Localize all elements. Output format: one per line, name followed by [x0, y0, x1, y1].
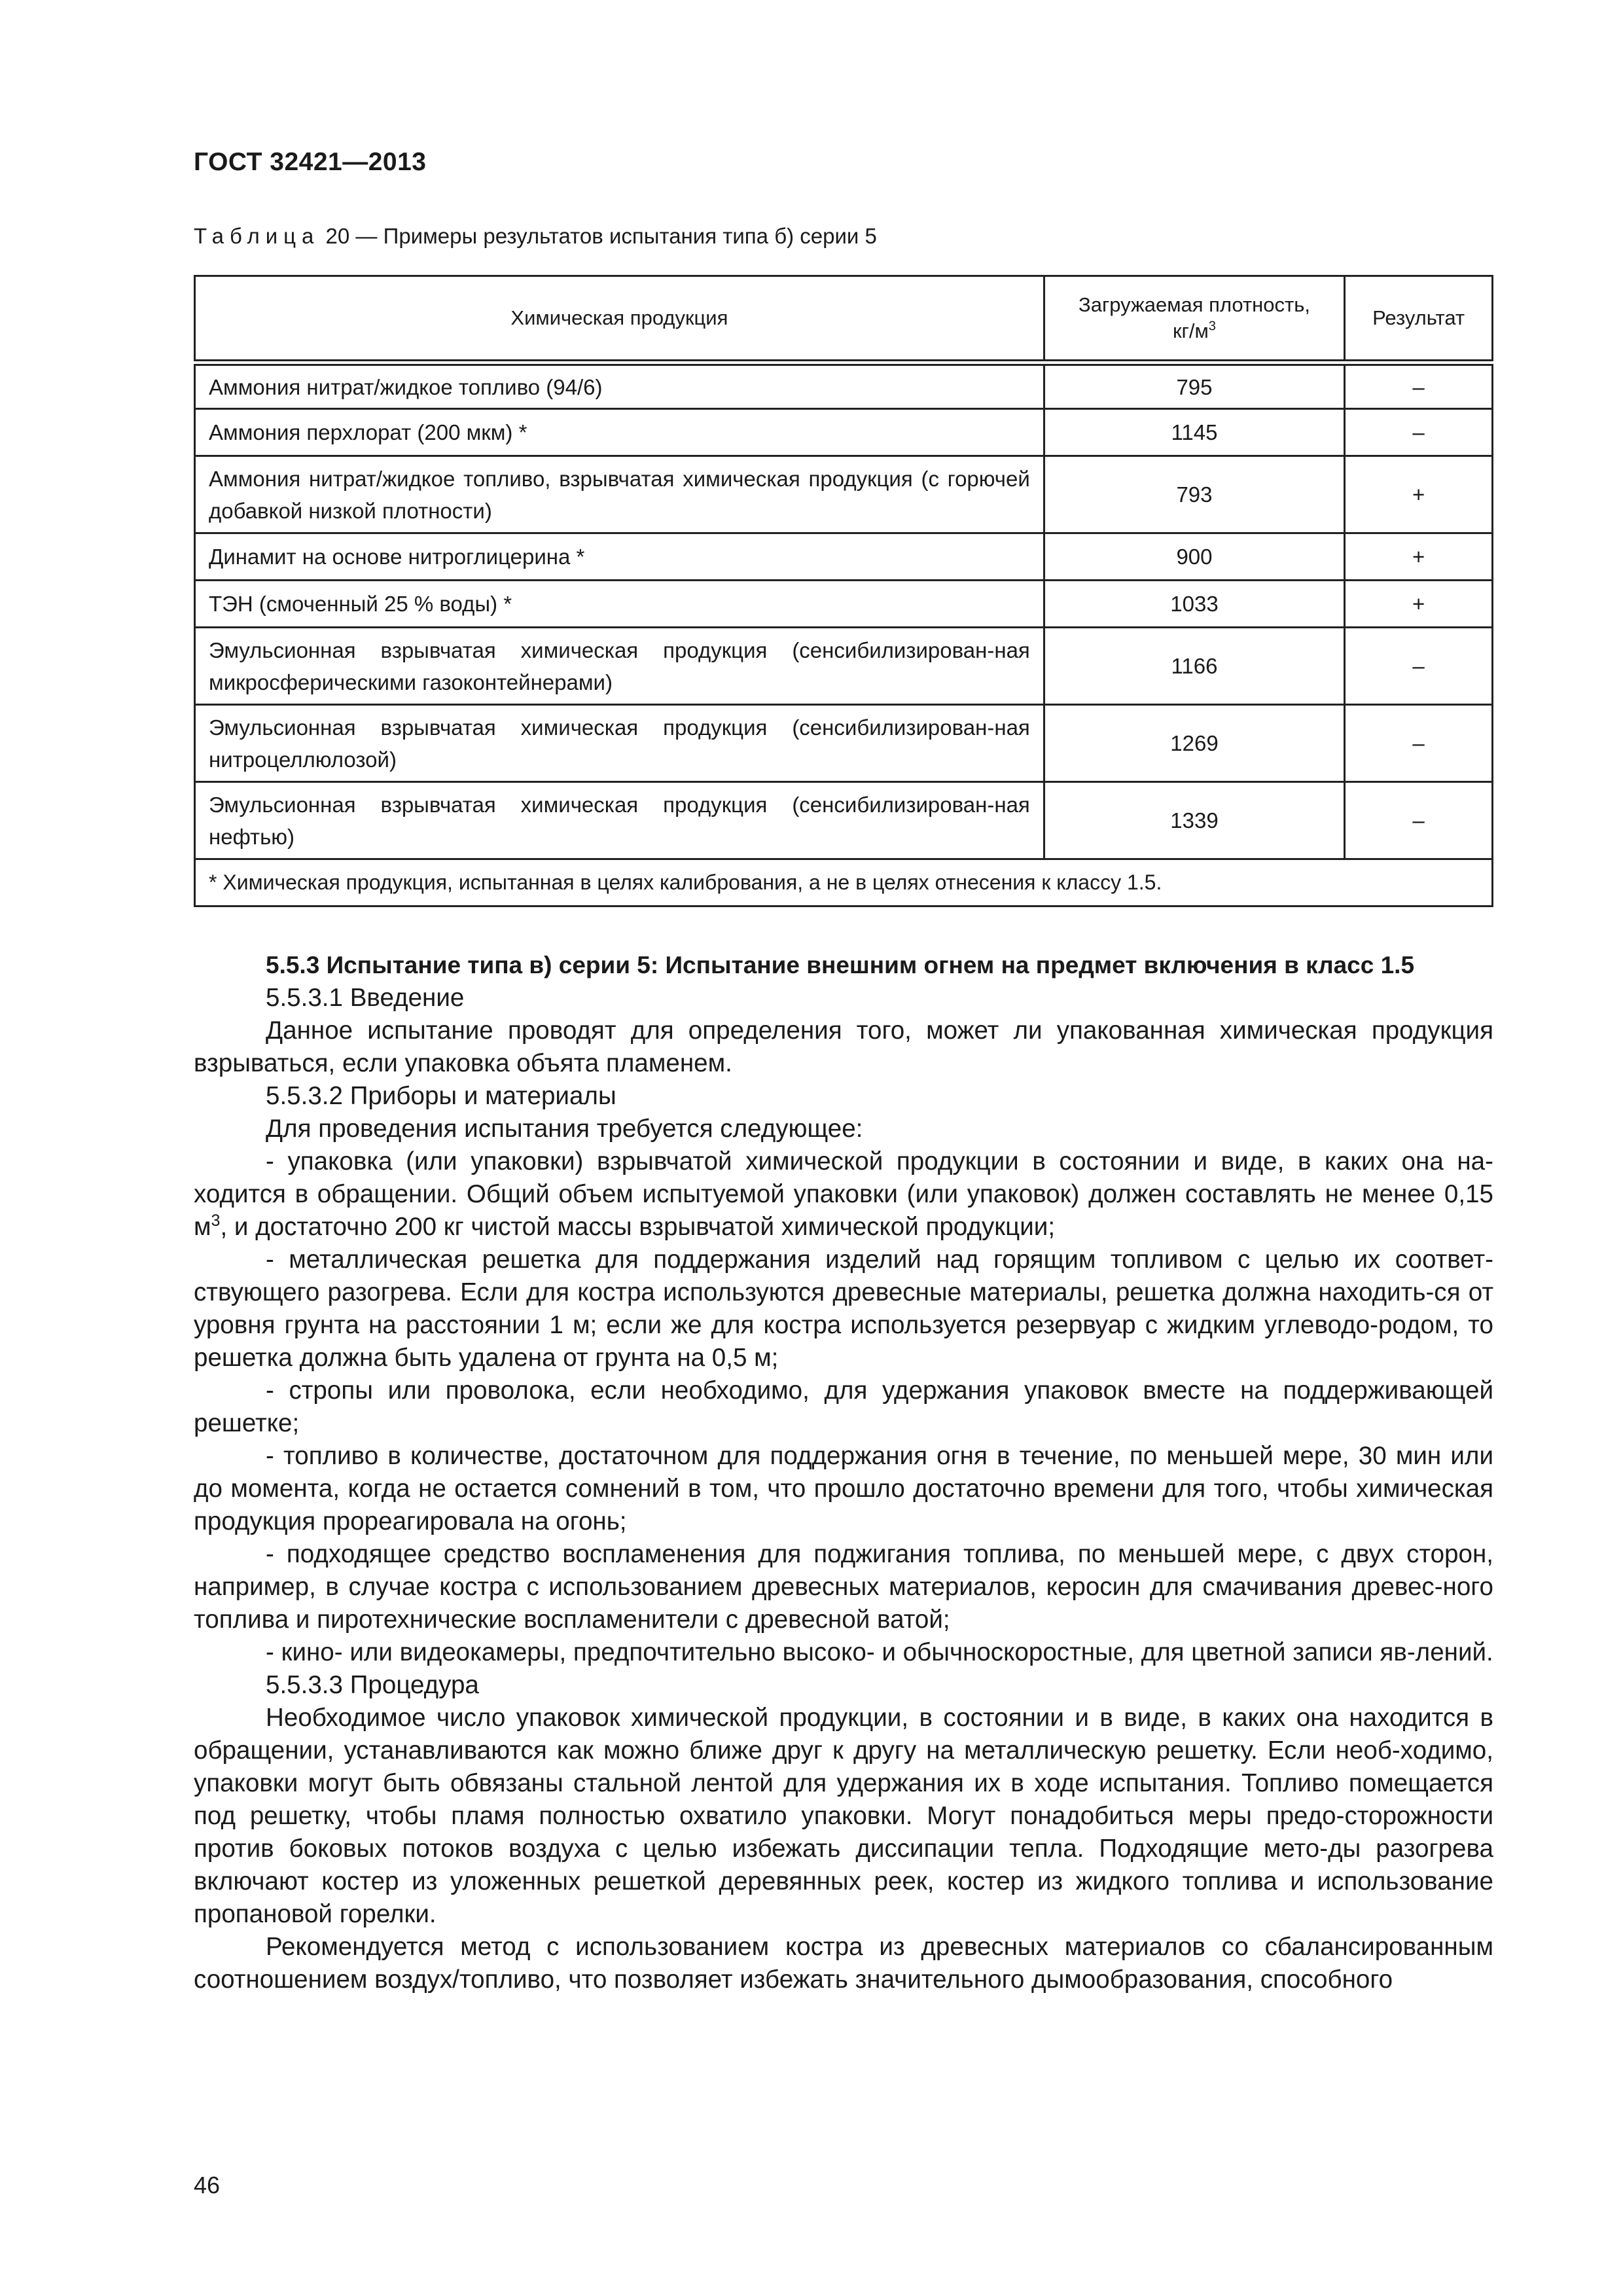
density-cell: 795 — [1044, 363, 1344, 408]
product-cell: Динамит на основе нитроглицерина * — [195, 533, 1044, 580]
density-cell: 900 — [1044, 533, 1344, 580]
result-cell: + — [1345, 533, 1493, 580]
list-item: - топливо в количестве, достаточном для поддержания огня в течение, по меньшей мере, 30 мин или до момента, когда не остается сомнений в том, что прошло достаточно времени для того, чтобы химическая продукция прореагировала на огонь; — [194, 1442, 1493, 1535]
column-header-result: Результат — [1345, 276, 1493, 363]
list-item: - подходящее средство воспламенения для поджигания топлива, по меньшей мере, с двух сторон, например, в случае костра с использованием древесных материалов, керосин для смачивания древес-ного топлива и пиротехнические воспламенители с древесной ватой; — [194, 1540, 1493, 1634]
result-cell: + — [1345, 456, 1493, 533]
table-caption — [194, 224, 877, 249]
results-table — [194, 275, 1493, 907]
table-row — [195, 704, 1493, 781]
paragraph: Для проведения испытания требуется следующее: — [266, 1115, 863, 1143]
result-cell: – — [1345, 363, 1493, 408]
table-row — [195, 580, 1493, 627]
result-cell: – — [1345, 781, 1493, 859]
result-cell: – — [1345, 704, 1493, 781]
table-row — [195, 533, 1493, 580]
list-item: - кино- или видеокамеры, предпочтительно высоко- и обычноскоростные, для цветной записи яв-лений. — [266, 1638, 1493, 1666]
density-header-unit-exponent: 3 — [1208, 319, 1216, 334]
unit-exponent: 3 — [211, 1211, 221, 1230]
product-cell: Эмульсионная взрывчатая химическая продукция (сенсибилизирован-ная нефтью) — [195, 781, 1044, 859]
subsection-heading: 5.5.3.1 Введение — [266, 984, 465, 1012]
page-number: 46 — [194, 2172, 221, 2198]
result-cell: – — [1345, 627, 1493, 704]
table-footnote: * Химическая продукция, испытанная в целях калибрования, а не в целях отнесения к классу 1.5. — [195, 859, 1493, 906]
paragraph: Рекомендуется метод с использованием костра из древесных материалов со сбалансированным соотношением воздух/топливо, что позволяет избежать значительного дымообразования, способного — [194, 1933, 1493, 1994]
column-header-product: Химическая продукция — [195, 276, 1044, 363]
table-row — [195, 408, 1493, 456]
list-item-text: , и достаточно 200 кг чистой массы взрывчатой химической продукции; — [220, 1213, 1056, 1241]
list-item: - стропы или проволока, если необходимо, для удержания упаковок вместе на поддерживающей решетке; — [194, 1376, 1493, 1437]
density-cell: 1269 — [1044, 704, 1344, 781]
subsection-heading: 5.5.3.3 Процедура — [266, 1671, 479, 1699]
table-caption-word: Таблица — [194, 224, 320, 248]
table-row — [195, 456, 1493, 533]
product-cell: Аммония нитрат/жидкое топливо, взрывчатая химическая продукция (с горючей добавкой низкой плотности) — [195, 456, 1044, 533]
paragraph: Данное испытание проводят для определения того, может ли упакованная химическая продукция взрываться, если упаковка объята пламенем. — [194, 1016, 1493, 1077]
list-item: - металлическая решетка для поддержания изделий над горящим топливом с целью их соответ-ствующего разогрева. Если для костра используются древесные материалы, решетка должна находить-ся от уровня грунта на расстоянии 1 м; если же для костра используется резервуар с жидким углеводо-родом, то решетка должна быть удалена от грунта на 0,5 м; — [194, 1246, 1493, 1372]
density-cell: 1339 — [1044, 781, 1344, 859]
product-cell: Аммония перхлорат (200 мкм) * — [195, 408, 1044, 456]
list-item — [194, 1145, 1493, 1244]
subsection-heading: 5.5.3.2 Приборы и материалы — [266, 1082, 616, 1110]
product-cell: ТЭН (смоченный 25 % воды) * — [195, 580, 1044, 627]
density-cell: 1145 — [1044, 408, 1344, 456]
result-cell: + — [1345, 580, 1493, 627]
section-heading: 5.5.3 Испытание типа в) серии 5: Испытание внешним огнем на предмет включения в класс 1.5 — [266, 952, 1415, 978]
paragraph: Необходимое число упаковок химической продукции, в состоянии и в виде, в каких она находится в обращении, устанавливаются как можно ближе друг к другу на металлическую решетку. Если необ-ходимо, упаковки могут быть обвязаны стальной лентой для удержания их в ходе испытания. Топливо помещается под решетку, чтобы пламя полностью охватило упаковки. Могут понадобиться меры предо-сторожности против боковых потоков воздуха с целью избежать диссипации тепла. Подходящие мето-ды разогрева включают костер из уложенных решеткой деревянных реек, костер из жидкого топлива и использование пропановой горелки. — [194, 1704, 1493, 1928]
list-item-text: - упаковка (или упаковки) взрывчатой химической продукции в состоянии и виде, в каких она на-ходится в обращении. Общий объем испытуемой упаковки (или упаковок) должен составлять не менее 0,15 м — [194, 1147, 1493, 1241]
density-header-unit: кг/м — [1172, 319, 1209, 342]
result-cell: – — [1345, 408, 1493, 456]
standard-header: ГОСТ 32421—2013 — [194, 148, 427, 176]
table-row — [195, 781, 1493, 859]
table-caption-title: 20 — Примеры результатов испытания типа б) серии 5 — [319, 224, 877, 248]
product-cell: Аммония нитрат/жидкое топливо (94/6) — [195, 363, 1044, 408]
document-body — [194, 949, 1493, 1996]
table-footnote-row — [195, 859, 1493, 906]
density-cell: 1033 — [1044, 580, 1344, 627]
column-header-density — [1044, 276, 1344, 363]
table-row — [195, 363, 1493, 408]
table-header-row — [195, 276, 1493, 363]
product-cell: Эмульсионная взрывчатая химическая продукция (сенсибилизирован-ная микросферическими газоконтейнерами) — [195, 627, 1044, 704]
density-cell: 793 — [1044, 456, 1344, 533]
table-row — [195, 627, 1493, 704]
product-cell: Эмульсионная взрывчатая химическая продукция (сенсибилизирован-ная нитроцеллюлозой) — [195, 704, 1044, 781]
density-header-label: Загружаемая плотность, — [1078, 293, 1310, 316]
density-cell: 1166 — [1044, 627, 1344, 704]
